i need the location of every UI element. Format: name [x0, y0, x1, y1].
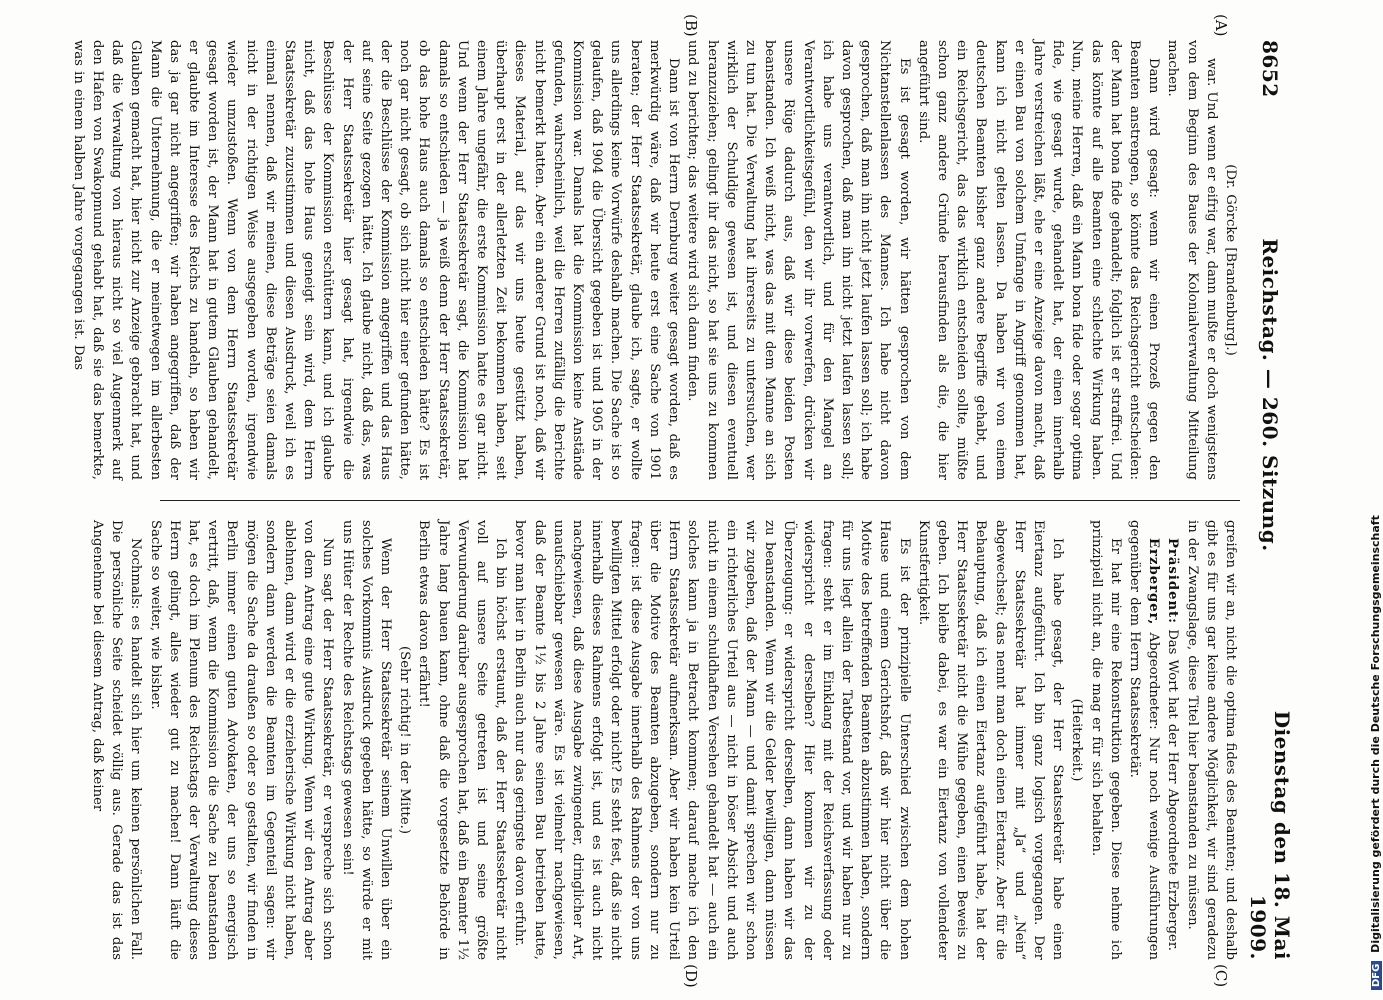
paragraph-text: Abgeordneter: Nur noch wenige Ausführungen gegenüber dem Herrn Staatssekretär. — [1126, 520, 1162, 960]
paragraph — [1125, 520, 1163, 960]
column-divider — [160, 500, 1240, 501]
paragraph — [337, 520, 395, 960]
paragraph-text: Wenn der Herr Staatssekretär seinem Unwillen über ein solches Vorkommnis Ausdruck gegeben hätte, so würde er mit uns Hüter der Rechte des Reichstags gewesen sein! — [339, 520, 394, 960]
paragraph-text: Er hat mir eine Rekonstruktion gegeben. Diese nehme ich prinzipiell nicht an, die mag er für sich behalten. — [1088, 520, 1123, 960]
paragraph — [1163, 520, 1182, 960]
paragraph-text: war. Und wenn er eifrig war, dann mußte er doch wenigstens von dem Beginn des Baues der Kolonialverwaltung Mitteilung machen. — [1165, 40, 1219, 480]
paragraph — [683, 40, 913, 480]
session-date: Dienstag den 18. Mai 1909. — [1246, 710, 1294, 960]
paragraph — [69, 40, 684, 480]
session-title: Reichstag. — 260. Sitzung. — [1258, 238, 1282, 552]
paragraph — [1221, 40, 1240, 480]
margin-marker-c: (C) — [1212, 964, 1230, 988]
paragraph — [414, 520, 510, 960]
paragraph — [1163, 40, 1221, 480]
paragraph-text: Es ist gesagt worden, wir hätten gesprochen von dem Nichtanstellenlassen des Mannes. Ich habe nicht davon gesprochen, daß man ihn nicht jetzt laufen lassen soll; ich habe davon gesprochen, daß man ihn nicht jetzt laufen lassen soll; ich habe uns verantwortlich, und für den Mangel an Verantwortlichkeitsgefühl, den wir ihr vorwerfen, drücken wir unsere Rüge dadurch aus, daß wir diese beiden Posten beanstanden. Ich weiß nicht, was das mit dem Manne an sich zu tun hat. Die Verwaltung hat ihrerseits zu untersuchen, wer wirklich der Schuldige gewesen ist, und diesen eventuell heranzuziehen; gelingt ihr das nicht, so hat sie uns zu kommen und zu berichten; das weitere wird sich dann finden. — [685, 40, 912, 480]
paragraph-text: Dann ist von Herrn Dernburg weiter gesagt worden, daß es merkwürdig wäre, daß wir heute erst eine Sache von 1901 beraten; der Herr Staatssekretär, glaube ich, sagte, er wollte uns allerdings keine Vorwürfe deshalb machen. Die Sache ist so gelaufen, daß 1904 die Übersicht gegeben ist und 1905 in der Kommission war. Damals hat die Kommission keine Anstände gefunden, wahrscheinlich, weil die Herren zufällig die Berichte nicht bemerkt hatten. Aber ein anderer Grund ist noch, daß wir dieses Material, auf das wir uns heute gestützt haben, überhaupt erst in der allerletzten Zeit bekommen haben, seit einem Jahre ungefähr, die erste Kommission hatte es gar nicht. Und wenn der Herr Staatssekretär sagt, die Kommission hat damals so entschieden — ja weiß denn der Herr Staatssekretär, ob das hohe Haus auch damals so entschieden hätte? Es ist noch gar nicht gesagt, ob sich nicht hier einer gefunden hätte, der die Beschlüsse der Kommission angegriffen und das Haus auf seine Seite gezogen hätte. Ich glaube nicht, daß das, was der Herr Staatssekretär hier gesagt hat, irgendwie die Beschlüsse der Kommission erschüttern kann, und ich glaube nicht, daß das hohe Haus geneigt sein wird, dem Herrn Staatssekretär zuzustimmen und diesen Ausdruck, weil ich es einmal nennen, daß wir meinen, diese Beträge seien damals nicht in der richtigen Weise ausgegeben worden, irgendwie wieder umzustoßen. Wenn von dem Herrn Staatssekretär gesagt worden ist, der Mann hat in gutem Glauben gehandelt, er glaubte im Interesse des Reichs zu handeln, so haben wir das ja gar nicht angegriffen; wir haben angegriffen, daß der Mann die Unternehmung, die er meinetwegen im allerbesten Glauben gemacht hat, hier nicht zur Anzeige gebracht hat, und daß die Verwaltung von hieraus nicht so viel Augenmerk auf den Hafen von Swakopmund gehabt hat, daß sie das bemerkte, was in einem halben Jahre vorgegangen ist. Das — [70, 40, 682, 480]
digitization-footer — [1345, 0, 1382, 1000]
paragraph — [510, 520, 913, 960]
paragraph-text: (Heiterkeit.) — [1069, 698, 1085, 782]
paragraph-text: greifen wir an, nicht die optima fides des Beamten; und deshalb gibt es für uns gar keine andere Möglichkeit, wir sind geradezu in der Zwangslage, diese Titel hier beanstanden zu müssen. — [1184, 520, 1238, 960]
paragraph — [1182, 520, 1240, 960]
paragraph — [1086, 520, 1124, 960]
paragraph-text: Das Wort hat der Herr Abgeordnete Erzberger. — [1165, 624, 1181, 951]
paragraph-text: Nun sagt der Herr Staatssekretär, er verspreche sich schon von dem Antrag eine gute Wirkung. Wenn wir den Antrag aber ablehnen, dann wird er die erzieherische Wirkung nicht haben, sondern dann werden die Beamten im Gegenteil sagen: wir mögen die Sache da draußen so oder so gestalten, wir finden in Berlin immer einen guten Advokaten, der uns so energisch vertritt, daß, wenn die Kommission die Sache zu beanstanden hat, es doch im Plenum des Reichstags der Verwaltung dieses Herrn gelingt, alles wieder gut zu machen! Dann läuft die Sache so weiter, wie bisher. — [147, 520, 336, 960]
paragraph-text: Es ist der prinzipielle Unterschied zwischen dem hohen Hause und einem Gerichtshof, daß wir hier nicht über die Motive des betreffenden Beamten abzustimmen haben, sondern für uns liegt allein der Tatbestand vor, und wir haben nur zu fragen: steht er im Einklang mit der Reichsverfassung oder widerspricht er derselben? Hier kommen wir zu der Überzeugung: er widerspricht derselben, dann haben wir das zu beanstanden. Wenn wir die Gelder bewilligen, dann müssen wir zugeben, daß der Mann — und damit sprechen wir schon ein richterliches Urteil aus — nicht in böser Absicht und auch nicht in einem schuldhaften Versehen gehandelt hat — auch ein solches kann ja in Betracht kommen; darauf mache ich den Herrn Staatssekretär aufmerksam. Aber wir haben kein Urteil über die Motive des Beamten abzugeben, sondern nur zu fragen: ist diese Ausgabe innerhalb des Rahmens der von uns bewilligten Mittel erfolgt oder nicht? Es steht fest, daß sie nicht innerhalb dieses Rahmens erfolgt ist, und es ist auch nicht nachgewiesen, daß diese Ausgabe zwingender, dringlicher Art, unaufschiebbar gewesen wäre. Es ist vielmehr nachgewiesen, daß der Beamte 1½ bis 2 Jahre seinen Bau betrieben hatte, bevor man hier in Berlin auch nur das geringste davon erfuhr. — [512, 520, 912, 960]
paragraph-text: (Dr. Görcke [Brandenburg].) — [1223, 164, 1238, 356]
paragraph-text: Dann wird gesagt: wenn wir einen Prozeß gegen den Beamten anstrengen, so könnte das Reichsgericht entscheiden: der Mann hat bona fide gehandelt; folglich ist er straffrei. Und das könnte auf alle Beamten eine schlechte Wirkung haben. Nun, meine Herren, daß ein Mann bona fide oder sogar optima fide, wie gesagt wurde, gehandelt hat, der einen innerhalb Jahre verstreichen läßt, ehe er eine Anzeige davon macht, daß er einen Bau von solchem Umfange in Angriff genommen hat, kann ich nicht gelten lassen. Da haben wir von einem deutschen Beamten bisher ganz andere Begriffe gehabt, und ein Reichsgericht, das das wirklich entscheiden sollte, müßte schon ganz andere Gründe herausfinden als die, die hier angeführt sind. — [915, 40, 1162, 480]
margin-marker-d: (D) — [682, 964, 700, 988]
right-text-column — [88, 520, 1240, 960]
paragraph-text: Ich bin höchst erstaunt, daß der Herr Staatssekretär nicht voll auf unsere Seite getreten ist und seine größte Verwunderung darüber ausgesprochen hat, daß ein Beamter 1½ Jahre lang bauen kann, ohne daß die vorgesetzte Behörde in Berlin etwas davon erfährt! — [416, 520, 509, 960]
paragraph-text: Ich habe gesagt, der Herr Staatssekretär habe einen Eiertanz aufgeführt. Ich bin ganz logisch vorgegangen. Der Herr Staatssekretär hat immer mit „Ja“ und „Nein“ abgewechselt; das nennt man doch einen Eiertanz. Aber für die Behauptung, daß ich einen Eiertanz aufgeführt habe, hat der Herr Staatssekretär nicht die Mühe gegeben, einen Beweis zu geben. Ich bleibe dabei, es war ein Eiertanz von vollendeter Kunstfertigkeit. — [915, 520, 1066, 960]
page-header — [1246, 40, 1294, 960]
paragraph — [1067, 520, 1086, 960]
left-text-column — [69, 40, 1240, 480]
margin-marker-b: (B) — [682, 14, 700, 37]
paragraph-text: (Sehr richtig! in der Mitte.) — [397, 646, 413, 834]
paragraph — [88, 520, 146, 960]
margin-marker-a: (A) — [1212, 14, 1230, 37]
dfg-logo: DFG — [1371, 961, 1382, 990]
rotated-page-content — [20, 0, 1320, 1000]
speaker-name: Präsident: — [1165, 538, 1181, 625]
paragraph-text: Nochmals: es handelt sich hier um keinen persönlichen Fall. Die persönliche Seite scheidet völlig aus. Gerade das ist das Angenehme bei diesem Antrag, daß keiner — [90, 520, 144, 960]
paragraph — [914, 520, 1068, 960]
paragraph — [145, 520, 337, 960]
paragraph — [395, 520, 414, 960]
paragraph — [914, 40, 1164, 480]
digitization-credit: Digitalisierung gefördert durch die Deutsche Forschungsgemeinschaft — [1369, 515, 1382, 953]
speaker-name: Erzberger, — [1146, 538, 1162, 626]
page-number: 8652 — [1258, 40, 1282, 98]
